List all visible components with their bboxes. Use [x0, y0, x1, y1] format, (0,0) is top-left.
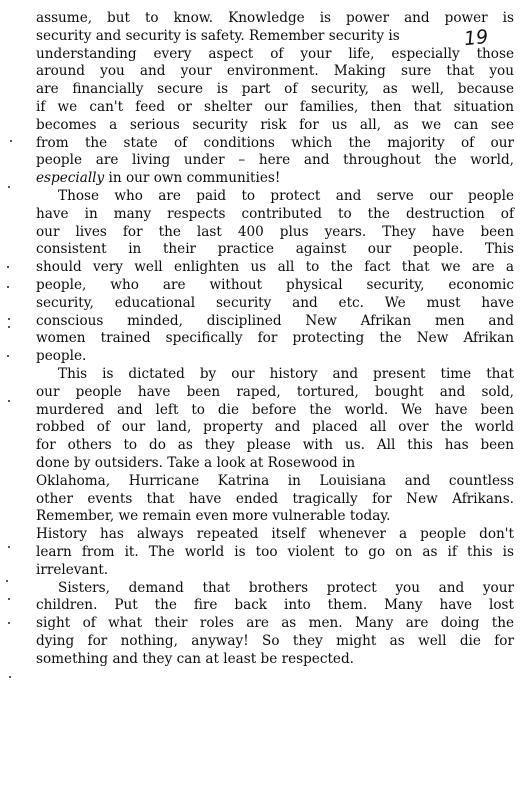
text-line: children. Put the fire back into them. Many have lost: [36, 597, 514, 614]
text-line: from the state of conditions which the majority of our: [36, 134, 514, 151]
scan-speck: [7, 266, 9, 268]
text-line: women trained specifically for protecting the New Afrikan: [36, 330, 514, 347]
emphasized-word: especially: [36, 170, 105, 187]
text-line: for others to do as they please with us. All this has been: [36, 437, 514, 454]
scan-speck: [8, 318, 10, 320]
text-line: should very well enlighten us all to the fact that we are a: [36, 259, 514, 276]
text-line: Oklahoma, Hurricane Katrina in Louisiana and countless: [36, 472, 514, 489]
text-line: understanding every aspect of your life, especially those: [36, 45, 514, 62]
body-text: [36, 10, 514, 668]
text-line: History has always repeated itself whenever a people don't: [36, 526, 514, 543]
text-line: sight of what their roles are as men. Many are doing the: [36, 615, 514, 632]
text-line: consistent in their practice against our people. This: [36, 241, 514, 258]
text-line: done by outsiders. Take a look at Rosewood in: [36, 454, 356, 471]
text-line: have in many respects contributed to the destruction of: [36, 205, 514, 222]
text-line: This is dictated by our history and present time that: [58, 365, 514, 382]
text-line: our people have been raped, tortured, bought and sold,: [36, 383, 514, 400]
text-line: irrelevant.: [36, 561, 109, 578]
scan-speck: [8, 622, 10, 624]
scan-speck: [7, 286, 9, 288]
text-line: Remember, we remain even more vulnerable today.: [36, 508, 391, 525]
text-line: people.: [36, 348, 87, 365]
scan-speck: [8, 400, 10, 402]
text-line: [36, 170, 514, 188]
text-line: if we can't feed or shelter our families, then that situation: [36, 98, 514, 115]
text-line: conscious minded, disciplined New Afrikan men and: [36, 312, 514, 329]
text-line: security and security is safety. Remember security is: [36, 27, 400, 44]
text-line: robbed of our land, property and placed all over the world: [36, 419, 514, 436]
text-line: people, who are without physical security, economic: [36, 276, 514, 293]
text-line: people are living under – here and throughout the world,: [36, 152, 514, 169]
text-line: murdered and left to die before the world. We have been: [36, 401, 514, 418]
text-line: around you and your environment. Making sure that you: [36, 63, 514, 80]
text-line: are financially secure is part of security, as well, because: [36, 81, 514, 98]
scan-speck: [8, 186, 10, 188]
text-line: assume, but to know. Knowledge is power and power is: [36, 10, 514, 26]
text-line: becomes a serious security risk for us all, as we can see: [36, 116, 514, 133]
scan-speck: [10, 140, 12, 142]
line-text: in our own communities!: [104, 170, 281, 187]
scan-speck: [8, 598, 10, 600]
text-line: security, educational security and etc. We must have: [36, 294, 514, 311]
scan-speck: [7, 355, 9, 357]
scan-speck: [9, 676, 11, 678]
text-line: other events that have ended tragically for New Afrikans.: [36, 490, 514, 507]
text-line: dying for nothing, anyway! So they might as well die for: [36, 632, 514, 649]
page-number: 19: [462, 25, 490, 51]
scan-speck: [8, 546, 10, 548]
text-line: learn from it. The world is too violent to go on as if this is: [36, 543, 514, 560]
scan-speck: [6, 580, 8, 582]
text-line: our lives for the last 400 plus years. They have been: [36, 223, 514, 240]
scan-speck: [8, 326, 10, 328]
text-line: Sisters, demand that brothers protect you and your: [58, 579, 514, 596]
text-line: something and they can at least be respected.: [36, 650, 354, 667]
text-line: Those who are paid to protect and serve our people: [58, 187, 514, 204]
